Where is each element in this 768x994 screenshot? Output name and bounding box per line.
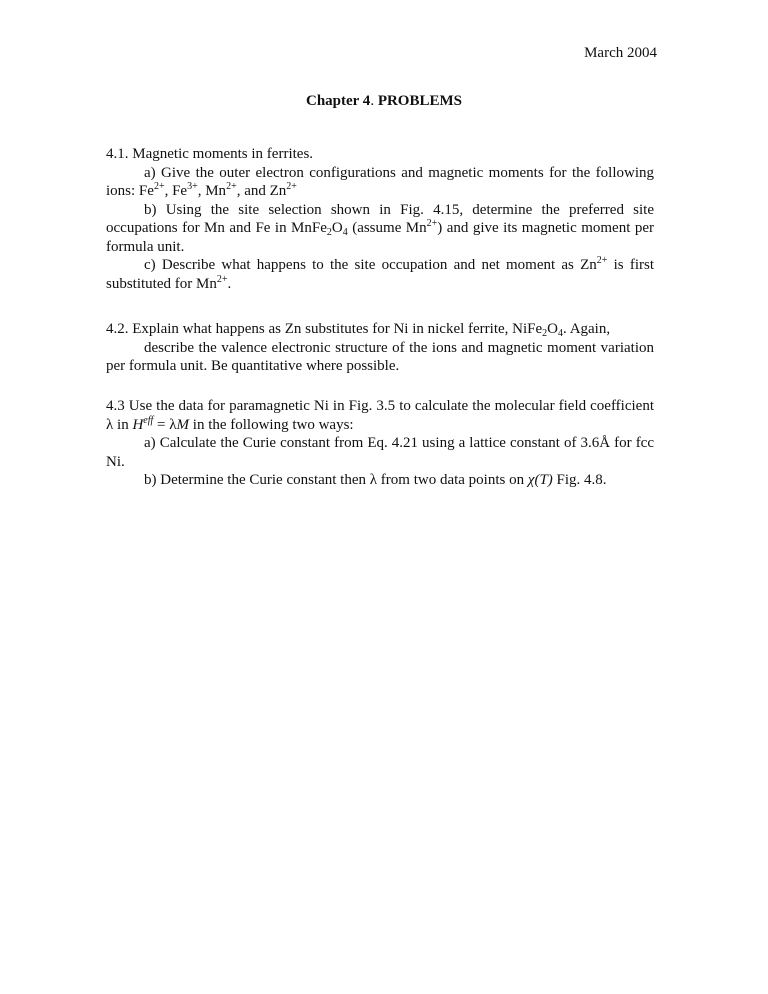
text-run: 4.3 Use the data for paramagnetic Ni in Fig. 3.5 to calculate the molecular field coefficient λ in	[106, 398, 654, 433]
text-run: O	[331, 220, 343, 236]
text-run: b) Determine the Curie constant then λ from two data points on	[144, 472, 528, 488]
text-run: ) and give its magnetic moment per formula unit.	[106, 220, 654, 255]
text-run: .	[227, 275, 232, 292]
superscript: 2+	[216, 273, 228, 285]
problem-4-1-intro: 4.1. Magnetic moments in ferrites.	[106, 146, 314, 162]
text-run: is first substituted for Mn	[106, 257, 655, 292]
chapter-heading: PROBLEMS	[377, 93, 462, 109]
problem-4-3	[106, 397, 654, 490]
problem-4-1-a	[106, 164, 654, 201]
italic-symbol: M	[176, 416, 190, 433]
italic-symbol: H	[132, 416, 144, 433]
superscript: 2+	[596, 255, 608, 266]
text-run: = λ	[153, 416, 177, 433]
date-header: March 2004	[584, 45, 657, 61]
subscript: 2	[542, 328, 548, 339]
problem-4-2-body: describe the valence electronic structure of the ions and magnetic moment variation per formula unit. Be quantitative where possible.	[106, 339, 654, 374]
text-run: c) Describe what happens to the site occupation and net moment as Zn	[144, 257, 597, 273]
problem-4-1-c	[106, 256, 654, 293]
text-run: b) Using the site selection shown in Fig. 4.15, determine the preferred site occupations for Mn and Fe in MnFe	[106, 201, 654, 236]
text-run: Fig. 4.8.	[552, 472, 607, 488]
problem-4-1	[106, 145, 654, 293]
text-run: O	[547, 321, 559, 337]
title-separator: .	[370, 93, 378, 109]
italic-superscript: eff	[143, 414, 154, 426]
superscript: 2+	[226, 181, 237, 192]
problem-4-1-b	[106, 201, 654, 257]
subscript: 2	[326, 227, 332, 238]
superscript: 2+	[153, 181, 165, 192]
superscript: 3+	[187, 181, 198, 192]
superscript: 2+	[286, 181, 297, 192]
text-run: in the following two ways:	[189, 416, 354, 433]
text-run: . Again,	[563, 321, 611, 337]
problem-4-3-intro	[106, 397, 654, 434]
text-run: a) Give the outer electron configurations and magnetic moments for the following ions: Fe	[106, 164, 654, 199]
subscript: 4	[342, 227, 348, 238]
superscript: 2+	[426, 218, 438, 229]
chapter-title	[0, 92, 768, 111]
italic-symbol: χ(T)	[527, 472, 553, 488]
text-run: 4.2. Explain what happens as Zn substitutes for Ni in nickel ferrite, NiFe	[106, 321, 543, 337]
text-run: , Mn	[197, 183, 227, 199]
problem-4-3-b	[106, 471, 654, 490]
chapter-number: Chapter 4	[306, 93, 371, 109]
problem-4-3-a: a) Calculate the Curie constant from Eq. 4.21 using a lattice constant of 3.6Å for fcc Ni.	[106, 435, 654, 470]
problem-4-2-line1	[106, 320, 654, 339]
text-run: , and Zn	[236, 183, 287, 199]
text-run: , Fe	[164, 183, 188, 199]
problem-4-2	[106, 320, 654, 376]
subscript: 4	[558, 328, 564, 339]
text-run: (assume Mn	[347, 220, 427, 236]
